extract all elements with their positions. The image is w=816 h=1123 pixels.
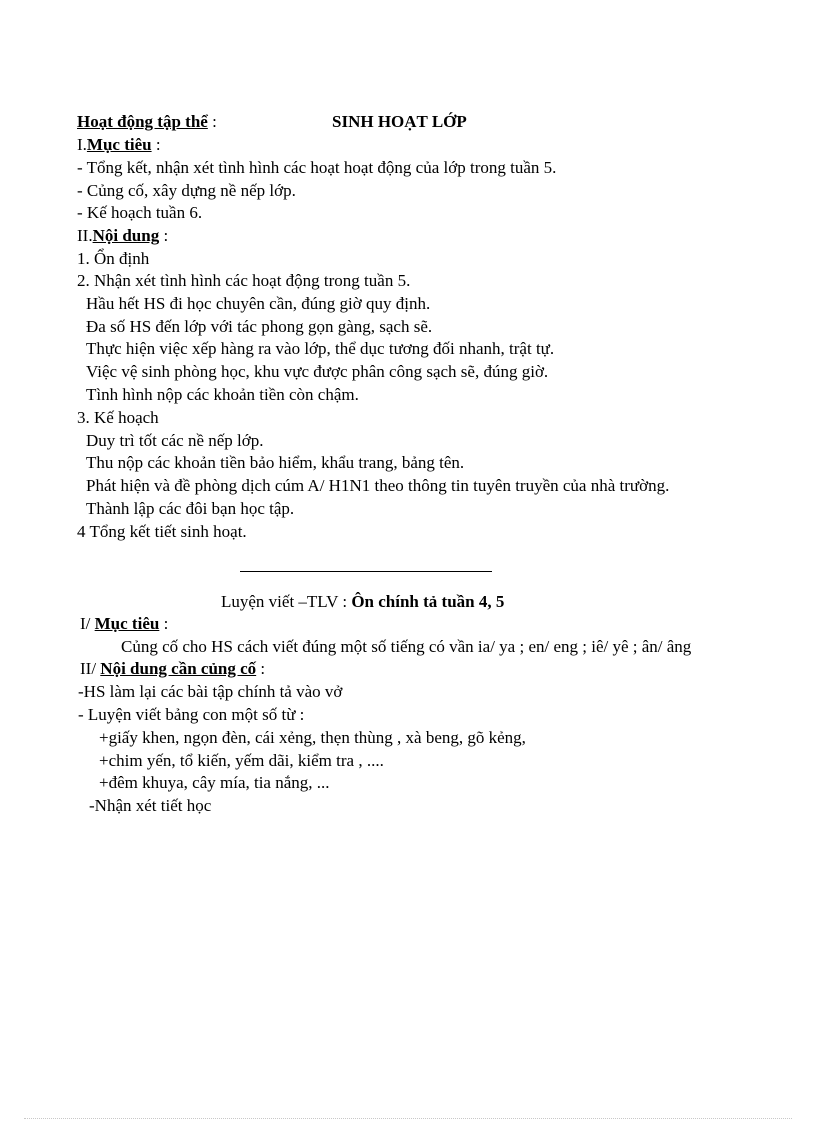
activity-label: Hoạt động tập thể <box>77 112 208 131</box>
plan-line: Thành lập các đôi bạn học tập. <box>86 499 295 518</box>
goal-line: - Tổng kết, nhận xét tình hình các hoạt hoạt động của lớp trong tuần 5. <box>77 158 557 177</box>
review-line: Thực hiện việc xếp hàng ra vào lớp, thể dục tương đối nhanh, trật tự. <box>86 339 555 358</box>
section2-goals-number: I/ <box>80 614 95 633</box>
content-heading <box>77 225 168 247</box>
word-list-line: +chim yến, tổ kiến, yếm dãi, kiểm tra , .... <box>99 751 384 770</box>
section-divider <box>240 571 492 572</box>
goals-heading-label: Mục tiêu <box>86 135 152 154</box>
word-list-line: +giấy khen, ngọn đèn, cái xẻng, thẹn thùng , xà beng, gõ kẻng, <box>99 728 526 747</box>
section2-title-bold: Ôn chính tả tuần 4, 5 <box>351 592 505 611</box>
content-item-2: 2. Nhận xét tình hình các hoạt động trong tuần 5. <box>77 271 411 290</box>
content-item-3: 3. Kế hoạch <box>77 408 159 427</box>
section2-content-heading <box>80 658 265 680</box>
plan-line: Duy trì tốt các nề nếp lớp. <box>86 431 264 450</box>
page-title: SINH HOẠT LỚP <box>332 112 467 131</box>
content-item-1: 1. Ổn định <box>77 249 150 268</box>
word-list-line: +đêm khuya, cây mía, tia nắng, ... <box>99 773 330 792</box>
section2-line: -HS làm lại các bài tập chính tả vào vở <box>78 682 343 701</box>
content-heading-number: II. <box>77 226 93 245</box>
review-line: Việc vệ sinh phòng học, khu vực được phân công sạch sẽ, đúng giờ. <box>86 362 549 381</box>
review-line: Đa số HS đến lớp với tác phong gọn gàng, sạch sẽ. <box>86 317 433 336</box>
section2-content-number: II/ <box>80 659 101 678</box>
plan-line: Phát hiện và đề phòng dịch cúm A/ H1N1 theo thông tin tuyên truyền của nhà trường. <box>86 476 670 495</box>
goal-line: - Củng cố, xây dựng nề nếp lớp. <box>77 181 296 200</box>
plan-line: Thu nộp các khoản tiền bảo hiểm, khẩu trang, bảng tên. <box>86 453 465 472</box>
activity-label-colon: : <box>207 112 217 131</box>
section2-content-label: Nội dung cần củng cố <box>100 659 257 678</box>
section2-goal-line: Củng cố cho HS cách viết đúng một số tiếng có vần ia/ ya ; en/ eng ; iê/ yê ; ân/ âng <box>121 637 692 656</box>
section2-content-colon: : <box>256 659 266 678</box>
content-item-4: 4 Tổng kết tiết sinh hoạt. <box>77 522 247 541</box>
page-bottom-edge <box>24 1118 792 1119</box>
section2-line: -Nhận xét tiết học <box>89 796 212 815</box>
review-line: Hầu hết HS đi học chuyên cần, đúng giờ quy định. <box>86 294 431 313</box>
review-line: Tình hình nộp các khoản tiền còn chậm. <box>86 385 359 404</box>
goals-heading <box>77 134 161 156</box>
section2-title-prefix: Luyện viết –TLV : <box>221 592 352 611</box>
section2-line: - Luyện viết bảng con một số từ : <box>78 705 305 724</box>
goals-heading-number: I. <box>77 135 87 154</box>
content-heading-colon: : <box>159 226 169 245</box>
goal-line: - Kế hoạch tuần 6. <box>77 203 203 222</box>
content-heading-label: Nội dung <box>92 226 160 245</box>
activity-heading <box>77 111 217 133</box>
section2-goals-label: Mục tiêu <box>94 614 160 633</box>
section2-goals-colon: : <box>159 614 169 633</box>
section2-title <box>221 591 504 613</box>
section2-goals-heading <box>80 613 168 635</box>
goals-heading-colon: : <box>151 135 161 154</box>
